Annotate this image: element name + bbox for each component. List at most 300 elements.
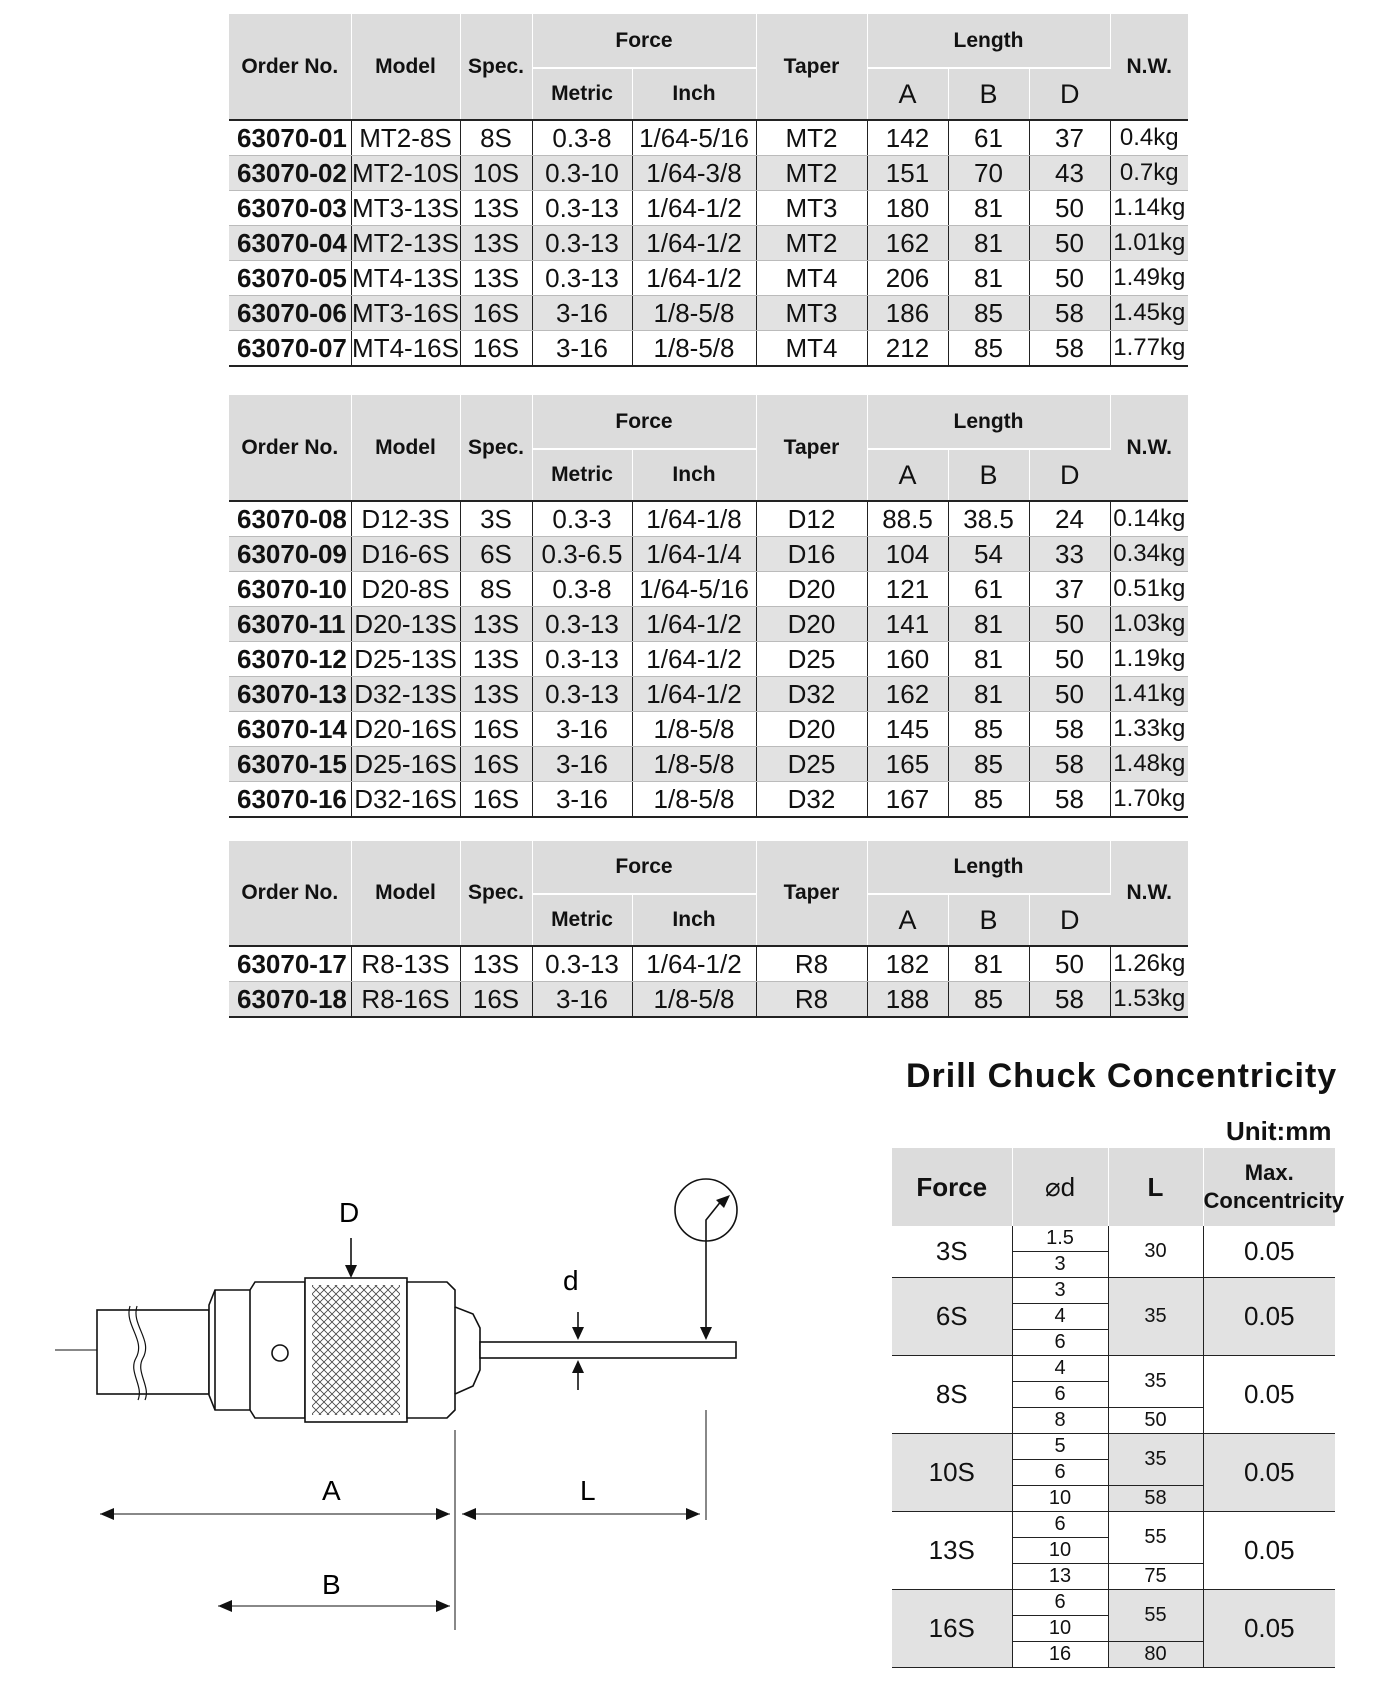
cell-d: 50 <box>1029 226 1110 261</box>
cell-order: 63070-06 <box>229 296 351 331</box>
header-max: Max. <box>1244 1160 1294 1185</box>
cell-d: 58 <box>1029 747 1110 782</box>
cell-d: 50 <box>1029 191 1110 226</box>
cell-spec: 13S <box>460 677 532 712</box>
header-d: D <box>1029 68 1110 120</box>
cell-model: MT3-13S <box>351 191 460 226</box>
cell-diameter: 6 <box>1012 1512 1108 1538</box>
cell-order: 63070-03 <box>229 191 351 226</box>
header-taper: Taper <box>756 395 867 501</box>
cell-model: D25-13S <box>351 642 460 677</box>
cell-taper: MT2 <box>756 226 867 261</box>
cell-inch: 1/64-1/2 <box>632 642 756 677</box>
cell-taper: MT2 <box>756 156 867 191</box>
cell-inch: 1/8-5/8 <box>632 712 756 747</box>
table-body <box>229 120 1188 366</box>
cell-taper: MT3 <box>756 296 867 331</box>
cell-d: 58 <box>1029 296 1110 331</box>
cell-metric: 0.3-6.5 <box>532 537 632 572</box>
cell-taper: MT2 <box>756 120 867 156</box>
cell-b: 81 <box>948 261 1029 296</box>
cell-taper: R8 <box>756 982 867 1018</box>
concentricity-title: Drill Chuck Concentricity <box>906 1057 1338 1095</box>
cell-inch: 1/64-1/2 <box>632 191 756 226</box>
cell-order: 63070-16 <box>229 782 351 818</box>
header-force: Force <box>532 395 756 449</box>
cell-l: 35 <box>1108 1434 1203 1486</box>
concentricity-row <box>892 1434 1335 1460</box>
cell-l: 55 <box>1108 1512 1203 1564</box>
cell-taper: MT4 <box>756 261 867 296</box>
table-row <box>229 331 1188 367</box>
cell-a: 180 <box>867 191 948 226</box>
cell-nw: 1.45kg <box>1110 296 1188 331</box>
cell-a: 186 <box>867 296 948 331</box>
cell-nw: 1.01kg <box>1110 226 1188 261</box>
cell-d: 50 <box>1029 642 1110 677</box>
cell-a: 162 <box>867 677 948 712</box>
cell-l: 30 <box>1108 1226 1203 1278</box>
table-row <box>229 677 1188 712</box>
cell-max-concentricity: 0.05 <box>1203 1226 1335 1278</box>
spec-table-mt <box>229 14 1188 367</box>
header-taper: Taper <box>756 841 867 946</box>
cell-b: 85 <box>948 296 1029 331</box>
cell-spec: 16S <box>460 982 532 1018</box>
cell-spec: 16S <box>460 296 532 331</box>
cell-model: MT2-13S <box>351 226 460 261</box>
cell-spec: 10S <box>460 156 532 191</box>
cell-diameter: 6 <box>1012 1330 1108 1356</box>
cell-diameter: 8 <box>1012 1408 1108 1434</box>
cell-spec: 16S <box>460 712 532 747</box>
cell-order: 63070-15 <box>229 747 351 782</box>
cell-spec: 16S <box>460 747 532 782</box>
cell-metric: 0.3-13 <box>532 261 632 296</box>
cell-b: 85 <box>948 782 1029 818</box>
header-a: A <box>867 68 948 120</box>
cell-model: MT2-8S <box>351 120 460 156</box>
cell-nw: 0.4kg <box>1110 120 1188 156</box>
cell-order: 63070-01 <box>229 120 351 156</box>
table-row <box>229 226 1188 261</box>
cell-model: D20-8S <box>351 572 460 607</box>
cell-model: D25-16S <box>351 747 460 782</box>
cell-taper: D25 <box>756 747 867 782</box>
header-a: A <box>867 449 948 501</box>
cell-inch: 1/64-1/8 <box>632 501 756 537</box>
table-row <box>229 572 1188 607</box>
cell-nw: 0.7kg <box>1110 156 1188 191</box>
cell-a: 206 <box>867 261 948 296</box>
header-l: L <box>1108 1148 1203 1226</box>
cell-d: 58 <box>1029 782 1110 818</box>
cell-metric: 0.3-8 <box>532 572 632 607</box>
concentricity-row <box>892 1226 1335 1252</box>
cell-force: 3S <box>892 1226 1012 1278</box>
table-body <box>229 946 1188 1017</box>
concentricity-body <box>892 1226 1335 1668</box>
cell-diameter: 10 <box>1012 1616 1108 1642</box>
cell-spec: 13S <box>460 191 532 226</box>
cell-b: 81 <box>948 607 1029 642</box>
header-length: Length <box>867 841 1110 894</box>
cell-a: 151 <box>867 156 948 191</box>
cell-a: 160 <box>867 642 948 677</box>
cell-model: D16-6S <box>351 537 460 572</box>
cell-a: 141 <box>867 607 948 642</box>
header-inch: Inch <box>632 68 756 120</box>
header-b: B <box>948 68 1029 120</box>
cell-a: 142 <box>867 120 948 156</box>
cell-a: 121 <box>867 572 948 607</box>
header-max-concentricity <box>1203 1148 1345 1226</box>
concentricity-row <box>892 1278 1335 1304</box>
cell-order: 63070-18 <box>229 982 351 1018</box>
cell-taper: MT4 <box>756 331 867 367</box>
cell-order: 63070-08 <box>229 501 351 537</box>
cell-b: 85 <box>948 712 1029 747</box>
cell-nw: 1.03kg <box>1110 607 1188 642</box>
cell-nw: 1.53kg <box>1110 982 1188 1018</box>
cell-force: 10S <box>892 1434 1012 1512</box>
cell-force: 8S <box>892 1356 1012 1434</box>
cell-order: 63070-12 <box>229 642 351 677</box>
header-length: Length <box>867 395 1110 449</box>
cell-b: 85 <box>948 982 1029 1018</box>
cell-order: 63070-10 <box>229 572 351 607</box>
concentricity-table <box>892 1148 1345 1668</box>
cell-inch: 1/8-5/8 <box>632 782 756 818</box>
header-force: Force <box>532 841 756 894</box>
concentricity-row <box>892 1590 1335 1616</box>
header-a: A <box>867 894 948 946</box>
cell-nw: 0.14kg <box>1110 501 1188 537</box>
cell-model: MT3-16S <box>351 296 460 331</box>
cell-nw: 1.41kg <box>1110 677 1188 712</box>
cell-diameter: 4 <box>1012 1304 1108 1330</box>
cell-b: 61 <box>948 572 1029 607</box>
cell-model: D32-16S <box>351 782 460 818</box>
table-row <box>229 982 1188 1018</box>
cell-taper: MT3 <box>756 191 867 226</box>
cell-a: 165 <box>867 747 948 782</box>
unit-label: Unit:mm <box>1226 1116 1332 1146</box>
cell-inch: 1/64-1/2 <box>632 261 756 296</box>
cell-nw: 1.49kg <box>1110 261 1188 296</box>
header-spec: Spec. <box>460 14 532 120</box>
cell-inch: 1/8-5/8 <box>632 331 756 367</box>
cell-a: 182 <box>867 946 948 982</box>
header-metric: Metric <box>532 894 632 946</box>
cell-inch: 1/64-1/4 <box>632 537 756 572</box>
table-row <box>229 747 1188 782</box>
header-nw: N.W. <box>1110 841 1188 946</box>
cell-diameter: 10 <box>1012 1538 1108 1564</box>
cell-d: 33 <box>1029 537 1110 572</box>
label-A: A <box>322 1475 341 1506</box>
header-metric: Metric <box>532 449 632 501</box>
cell-model: MT2-10S <box>351 156 460 191</box>
cell-diameter: 6 <box>1012 1382 1108 1408</box>
header-concentricity: Concentricity <box>1203 1188 1345 1213</box>
table-row <box>229 946 1188 982</box>
concentricity-row <box>892 1512 1335 1538</box>
cell-b: 85 <box>948 747 1029 782</box>
cell-taper: D20 <box>756 712 867 747</box>
cell-order: 63070-17 <box>229 946 351 982</box>
table-row <box>229 537 1188 572</box>
cell-l: 58 <box>1108 1486 1203 1512</box>
header-d: D <box>1029 449 1110 501</box>
header-b: B <box>948 894 1029 946</box>
cell-model: MT4-13S <box>351 261 460 296</box>
cell-d: 58 <box>1029 331 1110 367</box>
cell-metric: 0.3-8 <box>532 120 632 156</box>
cell-spec: 8S <box>460 572 532 607</box>
cell-order: 63070-13 <box>229 677 351 712</box>
cell-taper: D12 <box>756 501 867 537</box>
table-body <box>229 501 1188 817</box>
cell-spec: 16S <box>460 331 532 367</box>
cell-a: 212 <box>867 331 948 367</box>
header-length: Length <box>867 14 1110 68</box>
table-row <box>229 156 1188 191</box>
header-model: Model <box>351 841 460 946</box>
cell-nw: 0.51kg <box>1110 572 1188 607</box>
cell-d: 24 <box>1029 501 1110 537</box>
header-nw: N.W. <box>1110 395 1188 501</box>
cell-diameter: 6 <box>1012 1590 1108 1616</box>
cell-metric: 3-16 <box>532 782 632 818</box>
cell-d: 58 <box>1029 982 1110 1018</box>
cell-diameter: 10 <box>1012 1486 1108 1512</box>
header-order-no: Order No. <box>229 841 351 946</box>
cell-inch: 1/8-5/8 <box>632 296 756 331</box>
cell-inch: 1/64-5/16 <box>632 120 756 156</box>
cell-metric: 0.3-13 <box>532 642 632 677</box>
table-row <box>229 296 1188 331</box>
label-d: d <box>563 1265 579 1296</box>
cell-spec: 3S <box>460 501 532 537</box>
cell-force: 16S <box>892 1590 1012 1668</box>
cell-metric: 3-16 <box>532 747 632 782</box>
cell-b: 38.5 <box>948 501 1029 537</box>
cell-order: 63070-05 <box>229 261 351 296</box>
cell-metric: 0.3-13 <box>532 191 632 226</box>
cell-inch: 1/64-1/2 <box>632 226 756 261</box>
cell-max-concentricity: 0.05 <box>1203 1278 1335 1356</box>
cell-model: R8-16S <box>351 982 460 1018</box>
cell-b: 81 <box>948 946 1029 982</box>
cell-taper: D20 <box>756 607 867 642</box>
table-row <box>229 712 1188 747</box>
cell-a: 167 <box>867 782 948 818</box>
cell-taper: D32 <box>756 782 867 818</box>
cell-diameter: 3 <box>1012 1278 1108 1304</box>
label-L: L <box>580 1475 596 1506</box>
cell-force: 13S <box>892 1512 1012 1590</box>
cell-taper: D25 <box>756 642 867 677</box>
cell-inch: 1/8-5/8 <box>632 982 756 1018</box>
cell-a: 104 <box>867 537 948 572</box>
cell-inch: 1/64-1/2 <box>632 677 756 712</box>
cell-l: 50 <box>1108 1408 1203 1434</box>
concentricity-row <box>892 1356 1335 1382</box>
table-row <box>229 120 1188 156</box>
cell-nw: 1.14kg <box>1110 191 1188 226</box>
header-order-no: Order No. <box>229 395 351 501</box>
cell-nw: 1.77kg <box>1110 331 1188 367</box>
cell-metric: 3-16 <box>532 982 632 1018</box>
cell-diameter: 1.5 <box>1012 1226 1108 1252</box>
cell-inch: 1/64-1/2 <box>632 607 756 642</box>
cell-metric: 3-16 <box>532 331 632 367</box>
cell-max-concentricity: 0.05 <box>1203 1356 1335 1434</box>
drill-chuck-diagram <box>0 1150 760 1630</box>
header-inch: Inch <box>632 894 756 946</box>
cell-d: 37 <box>1029 120 1110 156</box>
cell-diameter: 3 <box>1012 1252 1108 1278</box>
cell-spec: 13S <box>460 226 532 261</box>
cell-inch: 1/8-5/8 <box>632 747 756 782</box>
table-row <box>229 191 1188 226</box>
cell-inch: 1/64-5/16 <box>632 572 756 607</box>
cell-order: 63070-04 <box>229 226 351 261</box>
cell-spec: 8S <box>460 120 532 156</box>
cell-l: 80 <box>1108 1642 1203 1668</box>
cell-metric: 0.3-13 <box>532 607 632 642</box>
cell-d: 43 <box>1029 156 1110 191</box>
cell-model: D20-13S <box>351 607 460 642</box>
cell-max-concentricity: 0.05 <box>1203 1590 1335 1668</box>
spec-table-d <box>229 395 1188 818</box>
cell-order: 63070-02 <box>229 156 351 191</box>
cell-b: 81 <box>948 642 1029 677</box>
cell-model: R8-13S <box>351 946 460 982</box>
cell-a: 145 <box>867 712 948 747</box>
cell-l: 55 <box>1108 1590 1203 1642</box>
cell-b: 81 <box>948 226 1029 261</box>
header-force: Force <box>532 14 756 68</box>
table-row <box>229 501 1188 537</box>
cell-order: 63070-11 <box>229 607 351 642</box>
header-spec: Spec. <box>460 395 532 501</box>
cell-diameter: 6 <box>1012 1460 1108 1486</box>
cell-taper: R8 <box>756 946 867 982</box>
cell-l: 75 <box>1108 1564 1203 1590</box>
header-order-no: Order No. <box>229 14 351 120</box>
cell-nw: 1.26kg <box>1110 946 1188 982</box>
cell-d: 50 <box>1029 946 1110 982</box>
spec-table-r8 <box>229 841 1188 1018</box>
header-model: Model <box>351 395 460 501</box>
cell-metric: 0.3-3 <box>532 501 632 537</box>
cell-a: 162 <box>867 226 948 261</box>
cell-b: 70 <box>948 156 1029 191</box>
cell-metric: 0.3-13 <box>532 677 632 712</box>
cell-metric: 3-16 <box>532 296 632 331</box>
header-d: D <box>1029 894 1110 946</box>
cell-metric: 0.3-10 <box>532 156 632 191</box>
cell-spec: 13S <box>460 642 532 677</box>
cell-order: 63070-09 <box>229 537 351 572</box>
cell-metric: 0.3-13 <box>532 946 632 982</box>
cell-l: 35 <box>1108 1278 1203 1356</box>
cell-spec: 13S <box>460 946 532 982</box>
cell-diameter: 13 <box>1012 1564 1108 1590</box>
cell-spec: 6S <box>460 537 532 572</box>
cell-b: 85 <box>948 331 1029 367</box>
cell-spec: 16S <box>460 782 532 818</box>
cell-order: 63070-07 <box>229 331 351 367</box>
cell-b: 54 <box>948 537 1029 572</box>
cell-d: 50 <box>1029 677 1110 712</box>
cell-max-concentricity: 0.05 <box>1203 1434 1335 1512</box>
cell-l: 35 <box>1108 1356 1203 1408</box>
cell-nw: 1.19kg <box>1110 642 1188 677</box>
cell-d: 50 <box>1029 261 1110 296</box>
header-taper: Taper <box>756 14 867 120</box>
cell-inch: 1/64-3/8 <box>632 156 756 191</box>
table-row <box>229 261 1188 296</box>
cell-order: 63070-14 <box>229 712 351 747</box>
header-diameter: ⌀d <box>1012 1148 1108 1226</box>
cell-d: 58 <box>1029 712 1110 747</box>
cell-a: 88.5 <box>867 501 948 537</box>
label-B: B <box>322 1569 341 1600</box>
cell-max-concentricity: 0.05 <box>1203 1512 1335 1590</box>
table-row <box>229 642 1188 677</box>
label-D: D <box>339 1197 360 1228</box>
cell-nw: 1.70kg <box>1110 782 1188 818</box>
cell-model: D12-3S <box>351 501 460 537</box>
header-b: B <box>948 449 1029 501</box>
cell-diameter: 16 <box>1012 1642 1108 1668</box>
cell-spec: 13S <box>460 261 532 296</box>
cell-model: D32-13S <box>351 677 460 712</box>
cell-d: 50 <box>1029 607 1110 642</box>
cell-diameter: 5 <box>1012 1434 1108 1460</box>
cell-diameter: 4 <box>1012 1356 1108 1382</box>
header-metric: Metric <box>532 68 632 120</box>
cell-taper: D16 <box>756 537 867 572</box>
cell-spec: 13S <box>460 607 532 642</box>
table-row <box>229 782 1188 818</box>
cell-taper: D32 <box>756 677 867 712</box>
header-model: Model <box>351 14 460 120</box>
cell-metric: 3-16 <box>532 712 632 747</box>
cell-b: 81 <box>948 191 1029 226</box>
cell-taper: D20 <box>756 572 867 607</box>
cell-force: 6S <box>892 1278 1012 1356</box>
cell-b: 81 <box>948 677 1029 712</box>
cell-nw: 1.33kg <box>1110 712 1188 747</box>
cell-a: 188 <box>867 982 948 1018</box>
header-nw: N.W. <box>1110 14 1188 120</box>
cell-d: 37 <box>1029 572 1110 607</box>
cell-model: MT4-16S <box>351 331 460 367</box>
cell-inch: 1/64-1/2 <box>632 946 756 982</box>
cell-model: D20-16S <box>351 712 460 747</box>
cell-nw: 1.48kg <box>1110 747 1188 782</box>
cell-nw: 0.34kg <box>1110 537 1188 572</box>
header-inch: Inch <box>632 449 756 501</box>
cell-b: 61 <box>948 120 1029 156</box>
cell-metric: 0.3-13 <box>532 226 632 261</box>
table-row <box>229 607 1188 642</box>
header-spec: Spec. <box>460 841 532 946</box>
